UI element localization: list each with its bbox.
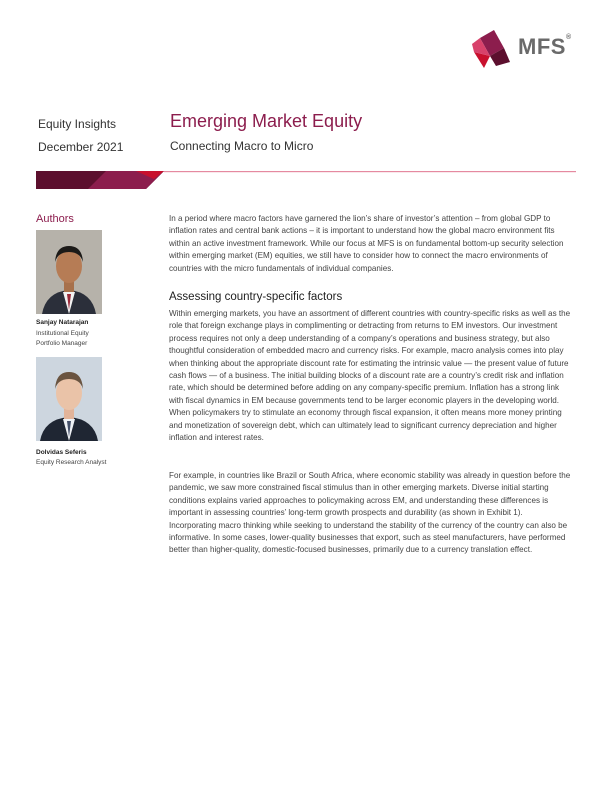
publication-date: December 2021 — [38, 140, 124, 154]
section-heading: Assessing country-specific factors — [169, 291, 343, 303]
series-label: Equity Insights — [38, 117, 117, 131]
author-role-1: Institutional Equity Portfolio Manager — [36, 330, 89, 347]
author-photo-2 — [36, 357, 102, 441]
intro-paragraph: In a period where macro factors have garnered the lion’s share of investor’s attention – from global GDP to inflation rates and central bank actions – it is important to understand how the global macro environment fits within an active investment framework. While our focus at MFS is on fundamental bottom-up security selection within emerging market (EM) equities, we still have to consider how to connect the macro environments of countries with the micro fundamentals of individual companies. — [169, 214, 564, 273]
author-name-2: Dolvidas Seferis — [36, 449, 87, 456]
author-name-1: Sanjay Natarajan — [36, 319, 89, 326]
author-role-2: Equity Research Analyst — [36, 459, 107, 466]
page-title: Emerging Market Equity — [170, 111, 363, 131]
header-band — [36, 171, 576, 189]
registered-mark: ® — [565, 34, 572, 41]
author-photo-1 — [36, 230, 102, 314]
authors-heading: Authors — [36, 213, 74, 225]
body-paragraph-2: For example, in countries like Brazil or South Africa, where economic stability was already in question before the pandemic, we saw more constrained fiscal stimulus than in other emerging markets. Diverse initial starting conditions explains varied approaches to policymaking across EM, and understanding these differences is important in assessing countries’ long-term growth prospects and durability (as shown in Exhibit 1). Incorporating macro thinking while seeking to understand the stability of the currency of the country can also be informative. In some cases, lower-quality businesses that export, such as steel manufacturers, have performed better than higher-quality, domestic-focused businesses, primarily due to a currency translation effect. — [169, 471, 571, 555]
logo-wordmark: MFS® — [518, 34, 572, 59]
body-paragraph-1: Within emerging markets, you have an assortment of different countries with country-specific risks as well as the role that foreign exchange plays in complimenting or detracting from returns to EM investors. Our investment process requires not only a deep understanding of a company’s operations and business strategy, but also thoughtful consideration of embedded macro and currency risks. For example, macro analysis comes into play when thinking about the appropriate discount rate for estimating the intrinsic value — the present value of future cash flows — of a business. The initial building blocks of a discount rate are a country’s credit risk and inflation rate, which should be determined before adding on any company-specific premium. Inflation has a strong link with fiscal dynamics in EM because governments tend to be larger economic players in the developing world. When policymakers try to stimulate an economy through fiscal expansion, it often means more money printing and monetization of sovereign debt, which can ultimately lead to significant currency depreciation and higher inflation and interest rates. — [169, 309, 571, 443]
page-subtitle: Connecting Macro to Micro — [170, 139, 314, 153]
